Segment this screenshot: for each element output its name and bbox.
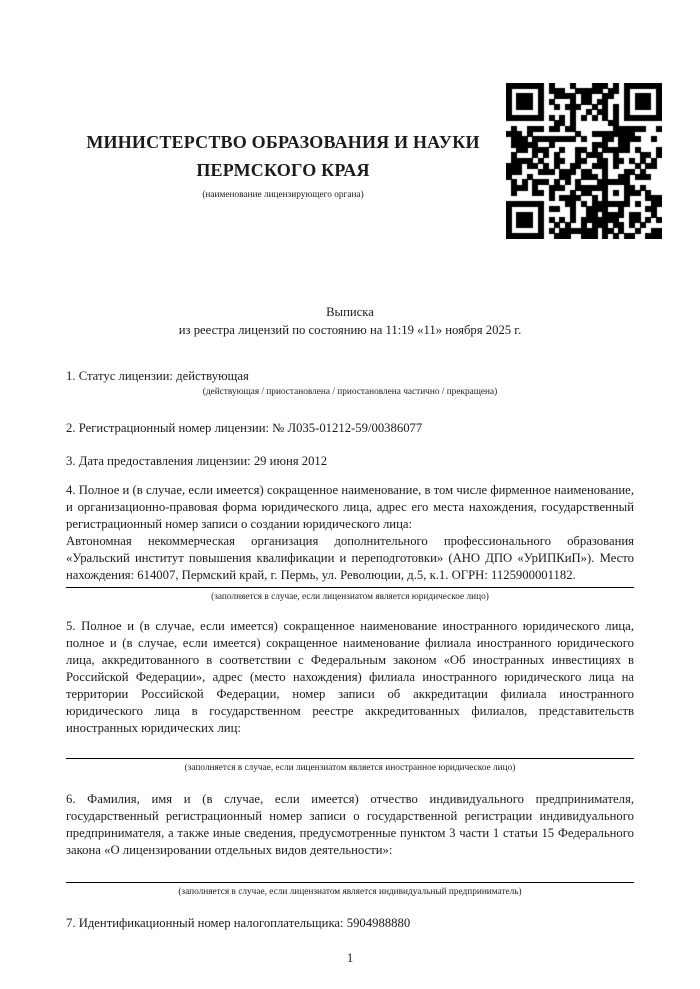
item-grant-date [66,453,634,470]
licensing-authority-header [64,128,502,201]
license-status-caption: (действующая / приостановлена / приостановлена частично / прекращена) [202,387,498,397]
foreign-entity-caption: (заполняется в случае, если лицензиатом является иностранное юридическое лицо) [184,763,516,773]
individual-entrepreneur-caption: (заполняется в случае, если лицензиатом является индивидуальный предприниматель) [178,887,522,897]
ministry-name-line2: ПЕРМСКОГО КРАЯ [196,160,370,180]
registration-number-text: 2. Регистрационный номер лицензии: № Л035-01212-59/00386077 [66,421,423,435]
item-foreign-entity [66,618,634,774]
extract-title-block [0,303,700,339]
extract-body [66,368,634,967]
page-number: 1 [346,951,354,965]
legal-entity-value: Автономная некоммерческая организация дополнительного профессионального образования «Уральский институт повышения квалификации и переподготовки» (АНО ДПО «УрИПКиП»). Место нахождения: 614007, Пермский край, г. Пермь, ул. Революции, д.5, к.1. ОГРН: 1125900001182. [66,534,634,582]
item-registration-number [66,420,634,437]
foreign-entity-separator-line [66,758,634,759]
legal-entity-text: 4. Полное и (в случае, если имеется) сокращенное наименование, в том числе фирменное наименование, и организационно-правовая форма юридического лица, адрес его места нахождения, государственный регистрационный номер записи о создании юридического лица: [66,483,634,531]
grant-date-text: 3. Дата предоставления лицензии: 29 июня 2012 [66,454,328,468]
ministry-name-caption: (наименование лицензирующего органа) [202,190,364,200]
item-legal-entity [66,482,634,603]
license-status-text: 1. Статус лицензии: действующая [66,369,249,383]
item-taxpayer-number [66,915,634,932]
qr-code-icon [506,83,662,239]
individual-entrepreneur-text: 6. Фамилия, имя и (в случае, если имеется) отчество индивидуального предпринимателя, государственный регистрационный номер записи о государственной регистрации индивидуального предпринимателя, а также иные сведения, предусмотренные пунктом 3 части 1 статьи 15 Федерального закона «О лицензировании отдельных видов деятельности»: [66,792,634,857]
ministry-name-line1: МИНИСТЕРСТВО ОБРАЗОВАНИЯ И НАУКИ [86,132,480,152]
taxpayer-number-text: 7. Идентификационный номер налогоплательщика: 5904988880 [66,916,411,930]
item-individual-entrepreneur [66,791,634,898]
foreign-entity-text: 5. Полное и (в случае, если имеется) сокращенное наименование иностранного юридического лица, полное и (в случае, если имеется) сокращенное наименование филиала иностранного юридического лица, аккредитованного в соответствии с Федеральным законом «Об иностранных инвестициях в Российской Федерации», адрес (место нахождения) филиала иностранного юридического лица на территории Российской Федерации, номер записи об аккредитации филиала иностранного юридического лица в государственном реестре аккредитованных филиалов, представительств иностранных юридических лиц: [66,619,634,735]
qr-code [506,83,662,239]
item-license-status [66,368,634,398]
extract-title: Выписка [326,305,374,319]
individual-entrepreneur-separator-line [66,882,634,883]
legal-entity-caption: (заполняется в случае, если лицензиатом является юридическое лицо) [211,592,489,602]
extract-subtitle: из реестра лицензий по состоянию на 11:19 «11» ноября 2025 г. [178,323,522,337]
legal-entity-separator-line [66,587,634,588]
